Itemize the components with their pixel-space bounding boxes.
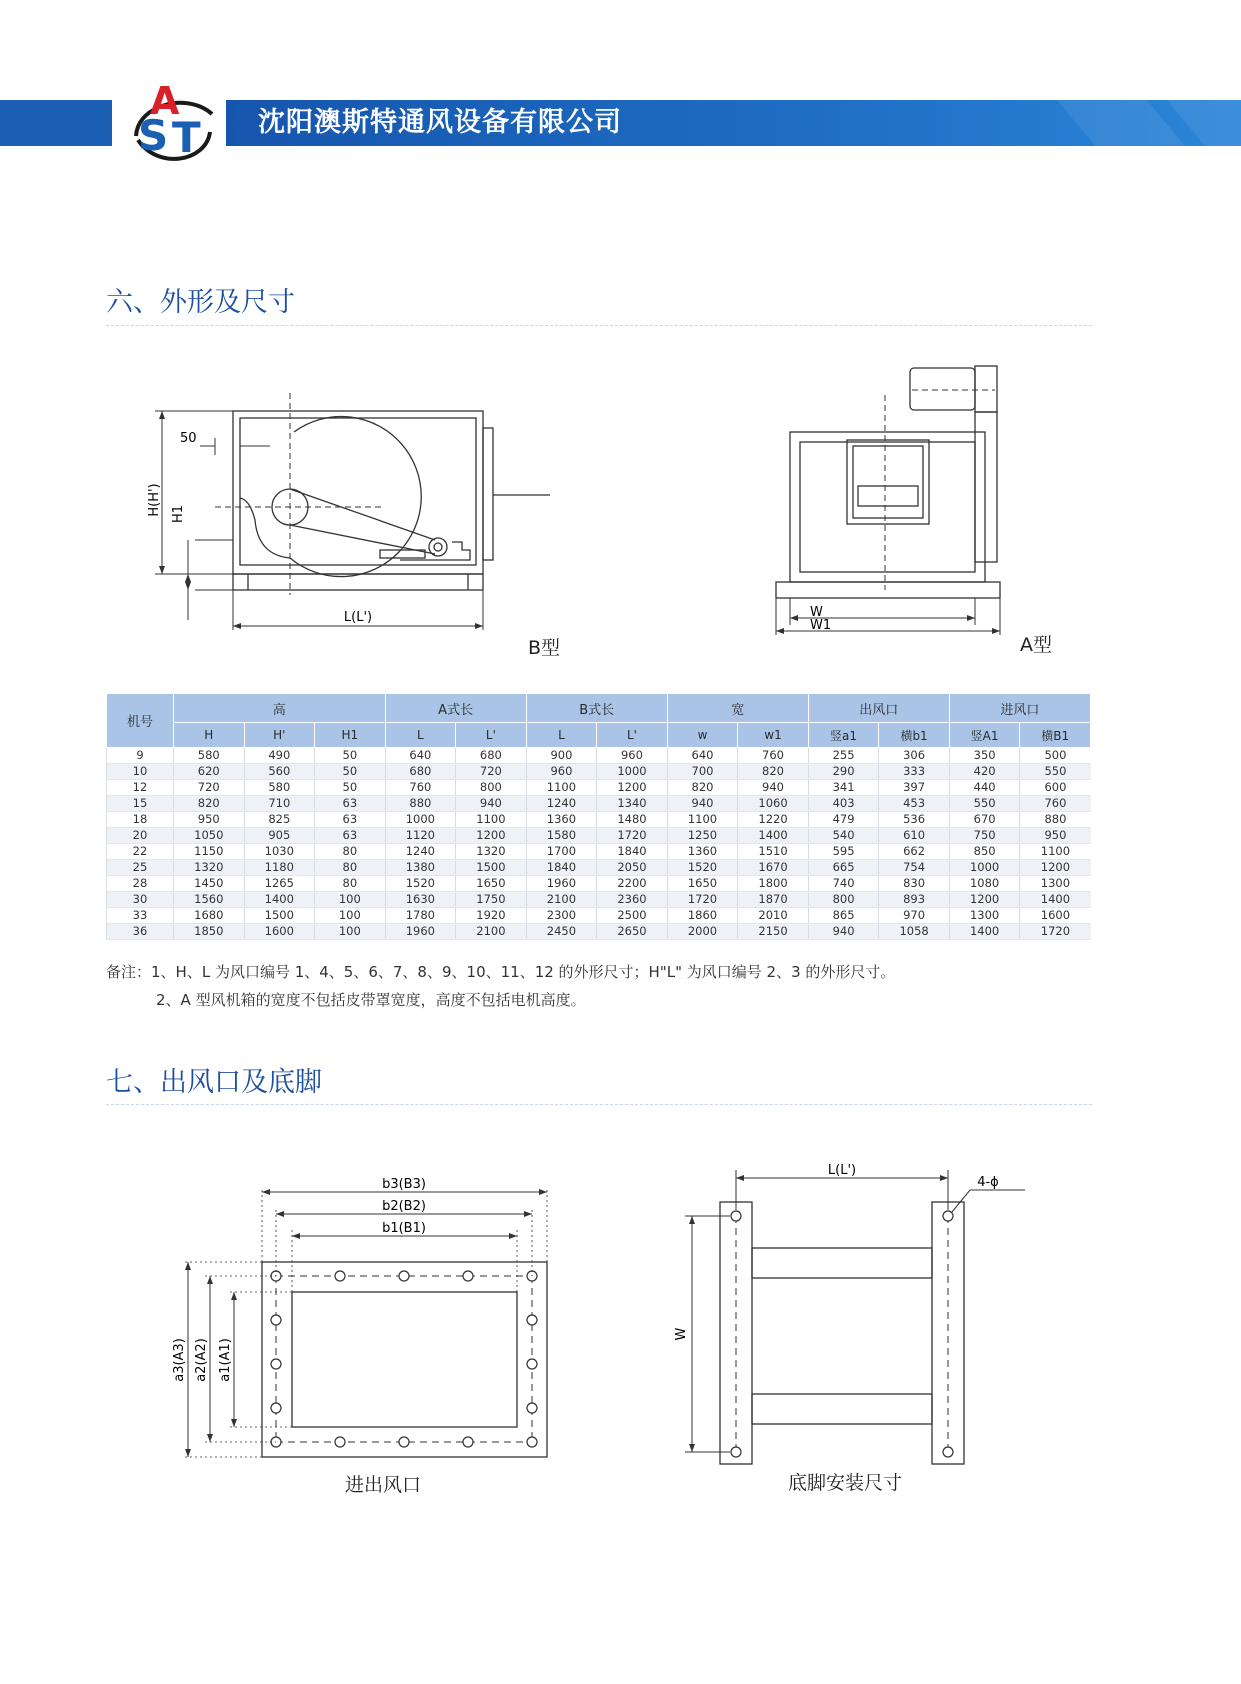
- table-cell: 1780: [385, 908, 456, 924]
- header-banner-left: [0, 100, 112, 146]
- label-a1: a1(A1): [218, 1338, 233, 1382]
- table-cell: 662: [879, 844, 950, 860]
- table-cell: 2100: [456, 924, 527, 940]
- table-cell: 540: [808, 828, 879, 844]
- table-subheader-row: [107, 723, 1091, 748]
- table-subheader: 竖a1: [808, 723, 879, 748]
- table-cell: 620: [174, 764, 245, 780]
- company-name: 沈阳澳斯特通风设备有限公司: [258, 107, 622, 138]
- table-cell: 2360: [597, 892, 668, 908]
- table-cell: 1560: [174, 892, 245, 908]
- table-cell: 420: [949, 764, 1020, 780]
- table-cell: 760: [385, 780, 456, 796]
- table-group-header: 高: [174, 694, 386, 723]
- table-cell: 1670: [738, 860, 809, 876]
- table-cell: 710: [244, 796, 315, 812]
- table-row: [107, 780, 1091, 796]
- table-cell: 1920: [456, 908, 527, 924]
- table-cell: 560: [244, 764, 315, 780]
- table-cell: 1340: [597, 796, 668, 812]
- table-cell: 820: [667, 780, 738, 796]
- table-cell: 1680: [174, 908, 245, 924]
- table-cell: 1200: [456, 828, 527, 844]
- table-cell: 1650: [456, 876, 527, 892]
- machine-number-header: 机号: [107, 694, 174, 748]
- table-subheader: 横B1: [1020, 723, 1091, 748]
- table-cell: 1300: [949, 908, 1020, 924]
- drawing-type-b: [140, 390, 570, 660]
- table-cell: 820: [738, 764, 809, 780]
- table-cell: 2450: [526, 924, 597, 940]
- table-cell: 760: [738, 748, 809, 764]
- table-cell: 1080: [949, 876, 1020, 892]
- table-cell: 1750: [456, 892, 527, 908]
- table-cell: 255: [808, 748, 879, 764]
- table-cell: 1650: [667, 876, 738, 892]
- table-cell: 1700: [526, 844, 597, 860]
- table-cell: 800: [808, 892, 879, 908]
- label-b1: b1(B1): [382, 1221, 426, 1236]
- table-row: [107, 892, 1091, 908]
- caption-outlet: 进出风口: [345, 1474, 422, 1496]
- table-cell: 1520: [385, 876, 456, 892]
- table-cell: 403: [808, 796, 879, 812]
- table-cell: 479: [808, 812, 879, 828]
- label-l: L(L'): [827, 1163, 857, 1178]
- table-subheader: L': [597, 723, 668, 748]
- table-cell: 1850: [174, 924, 245, 940]
- table-cell: 1580: [526, 828, 597, 844]
- table-subheader: 竖A1: [949, 723, 1020, 748]
- table-cell: 1320: [174, 860, 245, 876]
- table-cell: 1100: [1020, 844, 1091, 860]
- table-cell: 1300: [1020, 876, 1091, 892]
- note-2: 2、A 型风机箱的宽度不包括皮带罩宽度，高度不包括电机高度。: [156, 991, 586, 1009]
- table-cell: 960: [526, 764, 597, 780]
- table-cell: 1520: [667, 860, 738, 876]
- table-cell: 1000: [385, 812, 456, 828]
- table-cell: 80: [315, 860, 386, 876]
- table-cell: 15: [107, 796, 174, 812]
- table-cell: 1840: [597, 844, 668, 860]
- table-cell: 740: [808, 876, 879, 892]
- table-cell: 2300: [526, 908, 597, 924]
- label-h1: H1: [171, 504, 186, 524]
- table-cell: 1720: [597, 828, 668, 844]
- table-cell: 440: [949, 780, 1020, 796]
- table-cell: 640: [667, 748, 738, 764]
- table-cell: 1600: [244, 924, 315, 940]
- table-cell: 550: [949, 796, 1020, 812]
- table-cell: 940: [738, 780, 809, 796]
- table-cell: 1058: [879, 924, 950, 940]
- label-w1: W1: [810, 618, 832, 633]
- table-cell: 1360: [667, 844, 738, 860]
- section-divider: [106, 1104, 1092, 1105]
- table-cell: 1150: [174, 844, 245, 860]
- table-cell: 536: [879, 812, 950, 828]
- table-subheader: L: [385, 723, 456, 748]
- table-cell: 1500: [244, 908, 315, 924]
- table-subheader: H1: [315, 723, 386, 748]
- table-cell: 830: [879, 876, 950, 892]
- table-cell: 1400: [1020, 892, 1091, 908]
- company-logo: [128, 74, 220, 166]
- table-cell: 1380: [385, 860, 456, 876]
- table-cell: 665: [808, 860, 879, 876]
- svg-text:T: T: [172, 113, 201, 162]
- table-row: [107, 844, 1091, 860]
- table-cell: 1500: [456, 860, 527, 876]
- table-cell: 1870: [738, 892, 809, 908]
- table-cell: 1960: [526, 876, 597, 892]
- label-l: L(L'): [343, 610, 373, 625]
- label-w: W: [810, 605, 823, 620]
- table-cell: 28: [107, 876, 174, 892]
- table-cell: 1100: [456, 812, 527, 828]
- table-subheader: w1: [738, 723, 809, 748]
- table-cell: 500: [1020, 748, 1091, 764]
- table-cell: 50: [315, 780, 386, 796]
- label-holes: 4-ϕ: [977, 1175, 999, 1190]
- table-cell: 940: [456, 796, 527, 812]
- table-cell: 960: [597, 748, 668, 764]
- table-subheader: L: [526, 723, 597, 748]
- table-cell: 1030: [244, 844, 315, 860]
- table-cell: 50: [315, 748, 386, 764]
- table-cell: 940: [808, 924, 879, 940]
- table-cell: 850: [949, 844, 1020, 860]
- table-cell: 680: [456, 748, 527, 764]
- table-cell: 940: [667, 796, 738, 812]
- table-group-header: A式长: [385, 694, 526, 723]
- table-group-header: 进风口: [949, 694, 1090, 723]
- table-cell: 1180: [244, 860, 315, 876]
- table-cell: 610: [879, 828, 950, 844]
- table-cell: 760: [1020, 796, 1091, 812]
- table-cell: 1400: [738, 828, 809, 844]
- table-row: [107, 812, 1091, 828]
- table-cell: 350: [949, 748, 1020, 764]
- dimension-table: [106, 693, 1091, 940]
- table-cell: 1400: [244, 892, 315, 908]
- table-cell: 720: [174, 780, 245, 796]
- table-row: [107, 908, 1091, 924]
- table-cell: 2650: [597, 924, 668, 940]
- section-title-dimensions: 六、外形及尺寸: [106, 287, 295, 318]
- table-row: [107, 876, 1091, 892]
- table-cell: 1100: [667, 812, 738, 828]
- table-cell: 670: [949, 812, 1020, 828]
- table-row: [107, 764, 1091, 780]
- table-cell: 680: [385, 764, 456, 780]
- table-subheader: L': [456, 723, 527, 748]
- table-cell: 2010: [738, 908, 809, 924]
- table-cell: 1250: [667, 828, 738, 844]
- table-cell: 2050: [597, 860, 668, 876]
- table-cell: 754: [879, 860, 950, 876]
- table-cell: 333: [879, 764, 950, 780]
- table-cell: 80: [315, 844, 386, 860]
- table-cell: 100: [315, 892, 386, 908]
- table-cell: 290: [808, 764, 879, 780]
- table-cell: 9: [107, 748, 174, 764]
- table-cell: 1860: [667, 908, 738, 924]
- table-cell: 1200: [1020, 860, 1091, 876]
- table-row: [107, 796, 1091, 812]
- table-row: [107, 748, 1091, 764]
- drawing-type-a: [770, 360, 1020, 650]
- table-cell: 970: [879, 908, 950, 924]
- table-cell: 1510: [738, 844, 809, 860]
- table-cell: 905: [244, 828, 315, 844]
- table-cell: 1630: [385, 892, 456, 908]
- drawing-base: [670, 1160, 1040, 1480]
- notes: [106, 958, 895, 1014]
- svg-text:S: S: [138, 111, 169, 160]
- table-cell: 1450: [174, 876, 245, 892]
- table-group-header-row: [107, 694, 1091, 723]
- table-cell: 950: [1020, 828, 1091, 844]
- table-cell: 900: [526, 748, 597, 764]
- label-a2: a2(A2): [194, 1338, 209, 1382]
- table-cell: 18: [107, 812, 174, 828]
- table-cell: 1100: [526, 780, 597, 796]
- table-cell: 595: [808, 844, 879, 860]
- table-subheader: 横b1: [879, 723, 950, 748]
- label-b3: b3(B3): [382, 1177, 426, 1192]
- table-cell: 1480: [597, 812, 668, 828]
- note-1: 备注：1、H、L 为风口编号 1、4、5、6、7、8、9、10、11、12 的外形尺寸；H"L" 为风口编号 2、3 的外形尺寸。: [106, 963, 896, 981]
- table-cell: 2150: [738, 924, 809, 940]
- table-cell: 63: [315, 812, 386, 828]
- table-subheader: H: [174, 723, 245, 748]
- table-cell: 25: [107, 860, 174, 876]
- table-cell: 820: [174, 796, 245, 812]
- label-a3: a3(A3): [172, 1338, 187, 1382]
- table-subheader: H': [244, 723, 315, 748]
- table-cell: 2100: [526, 892, 597, 908]
- table-cell: 1600: [1020, 908, 1091, 924]
- table-cell: 12: [107, 780, 174, 796]
- table-group-header: B式长: [526, 694, 667, 723]
- label-h: H(H'): [147, 483, 162, 517]
- drawing-outlet: [170, 1170, 560, 1470]
- table-subheader: w: [667, 723, 738, 748]
- section-divider: [106, 325, 1092, 326]
- table-cell: 720: [456, 764, 527, 780]
- table-cell: 800: [456, 780, 527, 796]
- table-cell: 600: [1020, 780, 1091, 796]
- table-cell: 2200: [597, 876, 668, 892]
- section-title-outlet-base: 七、出风口及底脚: [106, 1067, 322, 1098]
- table-row: [107, 828, 1091, 844]
- table-cell: 2500: [597, 908, 668, 924]
- caption-type-b: B型: [528, 637, 561, 659]
- label-b2: b2(B2): [382, 1199, 426, 1214]
- table-cell: 1000: [597, 764, 668, 780]
- table-cell: 865: [808, 908, 879, 924]
- table-cell: 950: [174, 812, 245, 828]
- table-cell: 1720: [667, 892, 738, 908]
- table-cell: 36: [107, 924, 174, 940]
- table-cell: 2000: [667, 924, 738, 940]
- table-cell: 1320: [456, 844, 527, 860]
- table-cell: 100: [315, 908, 386, 924]
- table-cell: 10: [107, 764, 174, 780]
- table-cell: 341: [808, 780, 879, 796]
- table-cell: 1200: [949, 892, 1020, 908]
- table-cell: 640: [385, 748, 456, 764]
- table-cell: 33: [107, 908, 174, 924]
- table-cell: 50: [315, 764, 386, 780]
- table-cell: 880: [385, 796, 456, 812]
- table-cell: 100: [315, 924, 386, 940]
- table-cell: 80: [315, 876, 386, 892]
- table-cell: 750: [949, 828, 1020, 844]
- table-cell: 1120: [385, 828, 456, 844]
- table-cell: 1800: [738, 876, 809, 892]
- table-cell: 825: [244, 812, 315, 828]
- table-cell: 1265: [244, 876, 315, 892]
- table-cell: 1060: [738, 796, 809, 812]
- table-group-header: 出风口: [808, 694, 949, 723]
- table-cell: 580: [244, 780, 315, 796]
- table-cell: 880: [1020, 812, 1091, 828]
- caption-type-a: A型: [1020, 634, 1052, 656]
- table-cell: 1000: [949, 860, 1020, 876]
- table-cell: 550: [1020, 764, 1091, 780]
- table-cell: 1050: [174, 828, 245, 844]
- table-group-header: 宽: [667, 694, 808, 723]
- table-cell: 30: [107, 892, 174, 908]
- svg-text:A: A: [150, 79, 180, 123]
- table-cell: 1220: [738, 812, 809, 828]
- label-50: 50: [180, 431, 197, 446]
- table-cell: 1360: [526, 812, 597, 828]
- table-cell: 580: [174, 748, 245, 764]
- table-cell: 453: [879, 796, 950, 812]
- table-cell: 63: [315, 796, 386, 812]
- table-cell: 63: [315, 828, 386, 844]
- table-cell: 306: [879, 748, 950, 764]
- table-cell: 397: [879, 780, 950, 796]
- table-cell: 1960: [385, 924, 456, 940]
- caption-base: 底脚安装尺寸: [788, 1472, 903, 1494]
- table-cell: 1200: [597, 780, 668, 796]
- table-row: [107, 860, 1091, 876]
- table-cell: 1240: [526, 796, 597, 812]
- table-cell: 700: [667, 764, 738, 780]
- table-row: [107, 924, 1091, 940]
- table-cell: 490: [244, 748, 315, 764]
- table-cell: 1840: [526, 860, 597, 876]
- table-cell: 1720: [1020, 924, 1091, 940]
- label-w: W: [674, 1327, 689, 1341]
- table-cell: 1240: [385, 844, 456, 860]
- table-cell: 1400: [949, 924, 1020, 940]
- table-cell: 20: [107, 828, 174, 844]
- table-cell: 22: [107, 844, 174, 860]
- table-cell: 893: [879, 892, 950, 908]
